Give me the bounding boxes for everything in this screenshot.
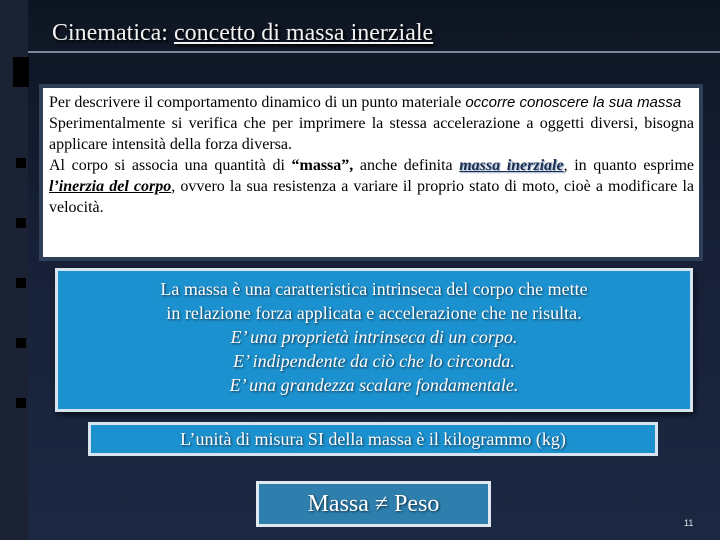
mass-properties-box xyxy=(55,268,693,412)
si-unit-text: L’unità di misura SI della massa è il kilogrammo (kg) xyxy=(180,429,566,449)
property-line-1: La massa è una caratteristica intrinseca del corpo che mette xyxy=(160,279,588,299)
massa-inerziale-keyword: massa inerziale xyxy=(459,157,564,174)
inerzia-keyword: l’inerzia del corpo xyxy=(49,178,172,195)
mass-not-weight-box xyxy=(256,481,491,527)
paragraph-experiment: Sperimentalmente si verifica che per imprimere la stessa accelerazione a oggetti diversi, bisogna applicare intensità della forza diversa. xyxy=(49,115,694,153)
mass-not-weight-text: Massa ≠ Peso xyxy=(307,491,440,517)
slide-title-prefix: Cinematica: xyxy=(52,20,174,46)
decoration-dot xyxy=(16,278,26,288)
paragraph-definition xyxy=(49,155,694,218)
slide-title-underlined: concetto di massa inerziale xyxy=(173,20,434,46)
massa-keyword: “massa”, xyxy=(291,157,354,174)
page-number: 11 xyxy=(684,518,694,528)
definition-text-b: anche definita xyxy=(353,157,460,174)
decoration-square xyxy=(13,57,29,87)
property-line-2: in relazione forza applicata e accelerazione che ne risulta. xyxy=(166,303,582,323)
paragraph-intro xyxy=(49,92,694,113)
intro-text: Per descrivere il comportamento dinamico di un punto materiale xyxy=(49,94,466,111)
description-textbox xyxy=(39,84,703,261)
si-unit-box xyxy=(88,422,658,456)
decoration-dot xyxy=(16,338,26,348)
definition-text-d: , ovvero la sua resistenza a variare il proprio stato di moto, cioè a modificare la velocità. xyxy=(49,178,695,216)
slide-title xyxy=(52,20,433,47)
definition-text-c: , in quanto esprime xyxy=(563,157,695,174)
decoration-dot xyxy=(16,398,26,408)
property-line-4: E’ indipendente da ciò che lo circonda. xyxy=(233,351,515,371)
definition-text-a: Al corpo si associa una quantità di xyxy=(49,157,292,174)
property-line-3: E’ una proprietà intrinseca di un corpo. xyxy=(230,327,518,347)
title-underline-divider xyxy=(28,51,720,53)
decoration-dot xyxy=(16,218,26,228)
intro-italic-text: occorre conoscere la sua massa xyxy=(465,94,682,111)
property-line-5: E’ una grandezza scalare fondamentale. xyxy=(229,375,519,395)
decoration-dot xyxy=(16,158,26,168)
